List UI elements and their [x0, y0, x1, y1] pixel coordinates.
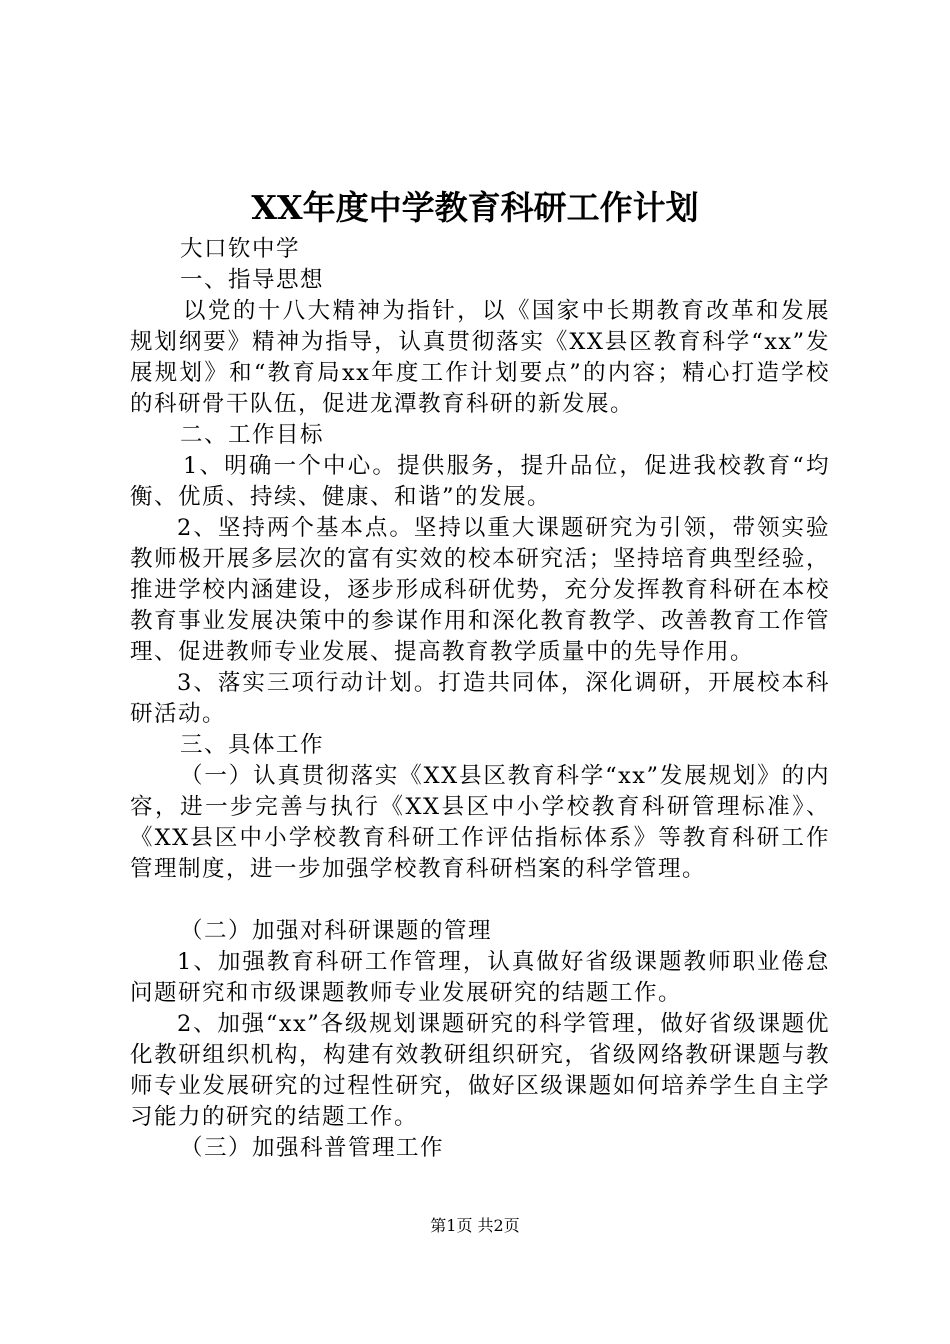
school-name: 大口钦中学	[180, 236, 301, 262]
paragraph: 以党的十八大精神为指针，以《国家中长期教育改革和发展规划纲要》精神为指导，认真贯彻落实《XX县区教育科学“xx”发展规划》和“教育局xx年度工作计划要点”的内容；精心打造学校的科研骨干队伍，促进龙潭教育科研的新发展。	[130, 298, 830, 417]
paragraph: 1、加强教育科研工作管理，认真做好省级课题教师职业倦怠问题研究和市级课题教师专业发展研究的结题工作。	[130, 949, 830, 1006]
subsection-heading: （二）加强对科研课题的管理	[180, 918, 493, 944]
page-footer: 第1页 共2页	[430, 1216, 520, 1235]
paragraph: 3、落实三项行动计划。打造共同体，深化调研，开展校本科研活动。	[130, 670, 830, 727]
document-body	[130, 234, 830, 1164]
paragraph: 1、明确一个中心。提供服务，提升品位，促进我校教育“均衡、优质、持续、健康、和谐”的发展。	[130, 453, 830, 510]
subsection-heading: （三）加强科普管理工作	[180, 1135, 445, 1161]
paragraph: 2、加强“xx”各级规划课题研究的科学管理，做好省级课题优化教研组织机构，构建有效教研组织研究，省级网络教研课题与教师专业发展研究的过程性研究，做好区级课题如何培养学生自主学习能力的研究的结题工作。	[130, 1011, 830, 1130]
section-heading: 一、指导思想	[180, 267, 325, 293]
section-heading: 三、具体工作	[180, 732, 325, 758]
paragraph-spacer	[130, 885, 830, 916]
section-heading: 二、工作目标	[180, 422, 325, 448]
paragraph: 2、坚持两个基本点。坚持以重大课题研究为引领，带领实验教师极开展多层次的富有实效的校本研究活；坚持培育典型经验，推进学校内涵建设，逐步形成科研优势，充分发挥教育科研在本校教育事业发展决策中的参谋作用和深化教育教学、改善教育工作管理、促进教师专业发展、提高教育教学质量中的先导作用。	[130, 515, 830, 665]
paragraph: （一）认真贯彻落实《XX县区教育科学“xx”发展规划》的内容，进一步完善与执行《XX县区中小学校教育科研管理标准》、《XX县区中小学校教育科研工作评估指标体系》等教育科研工作管理制度，进一步加强学校教育科研档案的科学管理。	[130, 763, 830, 882]
document-title: XX年度中学教育科研工作计划	[251, 188, 699, 227]
